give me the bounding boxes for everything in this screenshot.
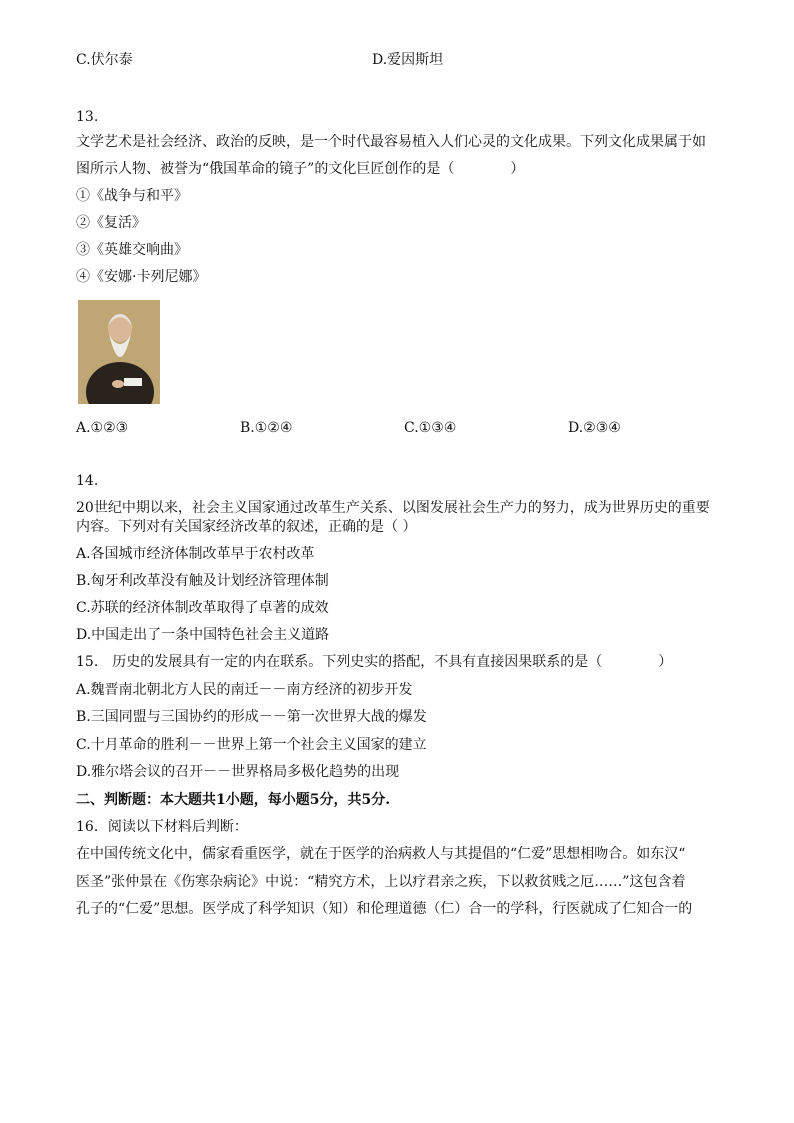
- q14-option-b: B.匈牙利改革没有触及计划经济管理体制: [76, 573, 329, 589]
- q14-number: 14.: [76, 473, 99, 489]
- q13-number: 13.: [76, 109, 99, 125]
- q15-option-a: A.魏晋南北朝北方人民的南迁－－南方经济的初步开发: [76, 682, 413, 698]
- q13-option-d: D.②③④: [568, 420, 621, 436]
- q13-option-c: C.①③④: [404, 420, 457, 436]
- q16-intro: 16．阅读以下材料后判断：: [76, 819, 248, 835]
- q13-item-4: ④《安娜·卡列尼娜》: [76, 269, 207, 285]
- q13-option-a: A.①②③: [76, 420, 129, 436]
- q15-option-c: C.十月革命的胜利－－世界上第一个社会主义国家的建立: [76, 737, 427, 753]
- q13-option-b: B.①②④: [240, 420, 293, 436]
- q13-stem-line2: 图所示人物、被誉为“俄国革命的镜子”的文化巨匠创作的是（ ）: [76, 161, 525, 177]
- q15-option-d: D.雅尔塔会议的召开－－世界格局多极化趋势的出现: [76, 764, 400, 780]
- q16-line-2: 医圣”张仲景在《伤寒杂病论》中说：“精究方术，上以疗君亲之疾，下以救贫贱之厄……”这包含着: [76, 874, 686, 890]
- top-option-d: D.爱因斯坦: [372, 52, 444, 68]
- portrait-image: [78, 300, 160, 404]
- q13-item-1: ①《战争与和平》: [76, 188, 188, 204]
- q13-stem-line1: 文学艺术是社会经济、政治的反映，是一个时代最容易植入人们心灵的文化成果。下列文化成果属于如: [76, 134, 706, 150]
- portrait-figure: [78, 300, 160, 404]
- q14-stem-line1: 20世纪中期以来，社会主义国家通过改革生产关系、以图发展社会生产力的努力，成为世界历史的重要: [76, 500, 710, 516]
- q15-option-b: B.三国同盟与三国协约的形成－－第一次世界大战的爆发: [76, 709, 427, 725]
- q14-option-c: C.苏联的经济体制改革取得了卓著的成效: [76, 600, 329, 616]
- q14-stem-line2: 内容。下列对有关国家经济改革的叙述，正确的是（ ）: [76, 519, 417, 535]
- top-option-c: C.伏尔泰: [76, 52, 133, 68]
- q14-option-d: D.中国走出了一条中国特色社会主义道路: [76, 627, 330, 643]
- q16-line-1: 在中国传统文化中，儒家看重医学，就在于医学的治病救人与其提倡的“仁爱”思想相吻合。如东汉“: [76, 846, 686, 862]
- section2-heading: 二、判断题：本大题共1小题，每小题5分，共5分.: [76, 792, 391, 808]
- q13-item-3: ③《英雄交响曲》: [76, 242, 188, 258]
- q16-line-3: 孔子的“仁爱”思想。医学成了科学知识（知）和伦理道德（仁）合一的学科，行医就成了仁知合一的: [76, 901, 693, 917]
- q13-item-2: ②《复活》: [76, 215, 146, 231]
- q15-stem: 15. 历史的发展具有一定的内在联系。下列史实的搭配，不具有直接因果联系的是（ ）: [76, 654, 673, 670]
- q14-option-a: A.各国城市经济体制改革早于农村改革: [76, 546, 315, 562]
